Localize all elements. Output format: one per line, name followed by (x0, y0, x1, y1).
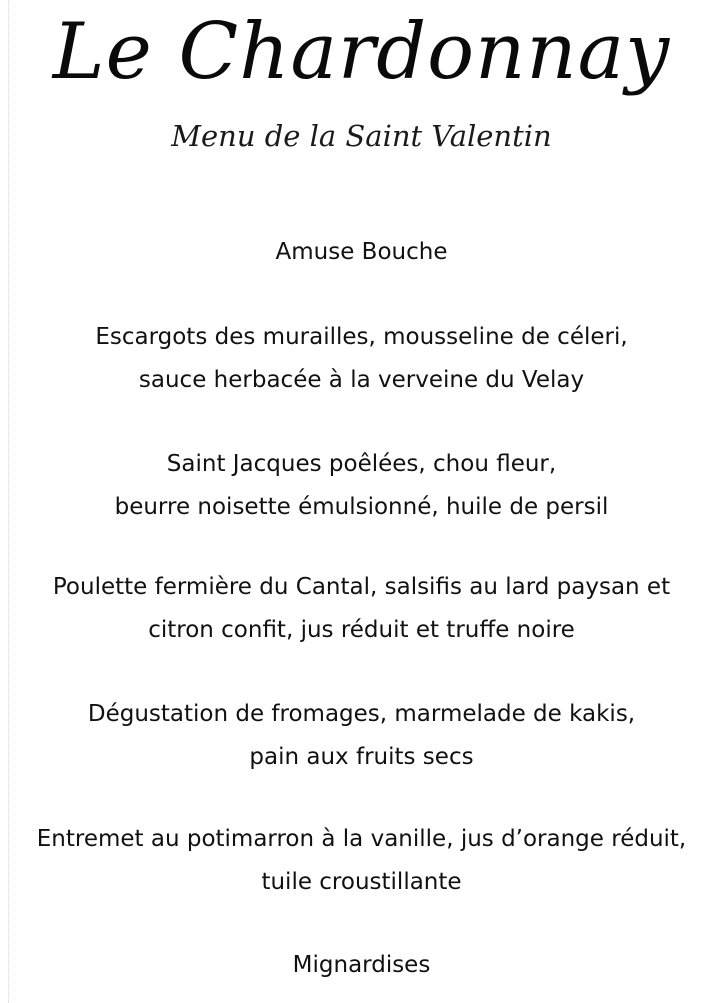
course-line: Entremet au potimarron à la vanille, jus d’orange réduit, (36, 826, 687, 852)
restaurant-name: Le Chardonnay (52, 7, 671, 97)
course-line: tuile croustillante (261, 869, 462, 895)
course-mignardises (0, 944, 723, 987)
course-poulette (0, 566, 723, 652)
menu-subtitle: Menu de la Saint Valentin (171, 119, 552, 153)
course-line: Poulette fermière du Cantal, salsifis au lard paysan et (52, 574, 671, 600)
course-line: Amuse Bouche (275, 239, 448, 265)
course-line: beurre noisette émulsionné, huile de persil (114, 494, 609, 520)
course-line: Mignardises (292, 952, 431, 978)
course-escargots (0, 316, 723, 402)
course-amuse-bouche (0, 231, 723, 274)
course-line: citron confit, jus réduit et truffe noire (148, 617, 575, 643)
course-line: Dégustation de fromages, marmelade de kakis, (87, 701, 636, 727)
course-entremet (0, 818, 723, 904)
course-line: Escargots des murailles, mousseline de céleri, (95, 324, 628, 350)
course-line: pain aux fruits secs (249, 744, 474, 770)
course-saint-jacques (0, 443, 723, 529)
course-line: Saint Jacques poêlées, chou fleur, (166, 451, 557, 477)
course-line: sauce herbacée à la verveine du Velay (138, 367, 585, 393)
course-fromages (0, 693, 723, 779)
